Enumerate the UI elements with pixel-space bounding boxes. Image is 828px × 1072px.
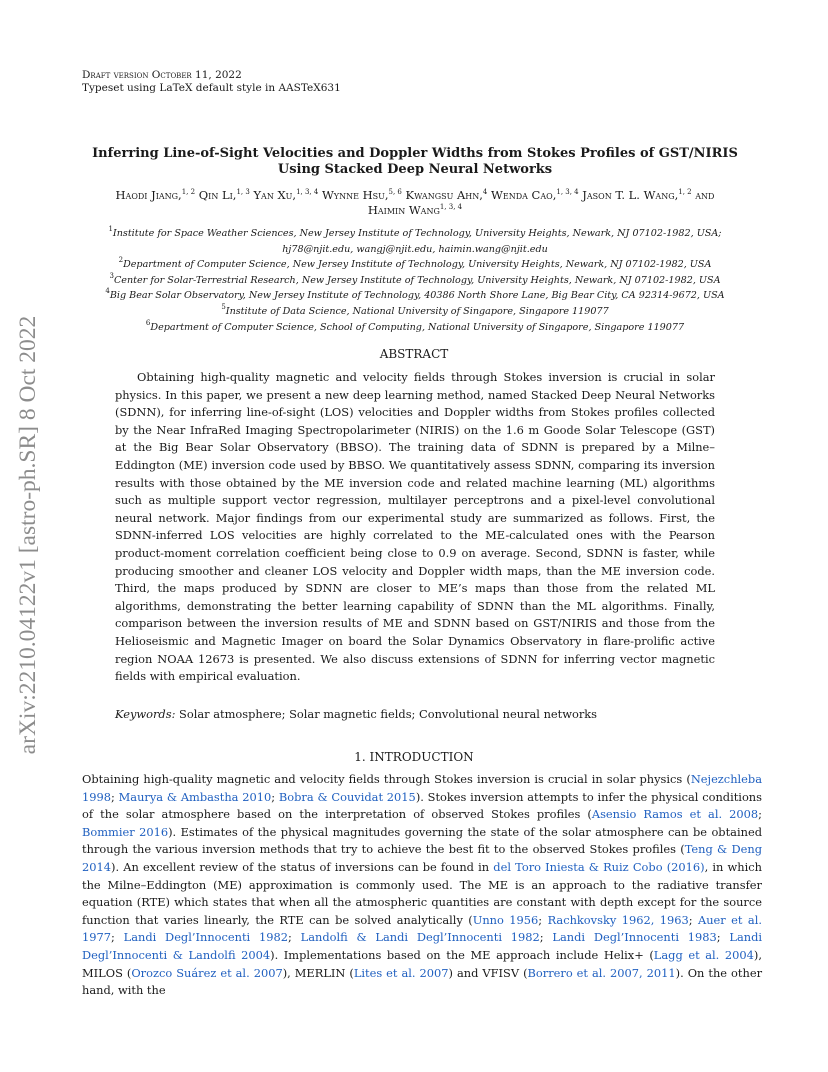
affiliation-number: 6	[145, 318, 151, 327]
affiliation-number: 1	[108, 225, 113, 233]
affiliation-text: Big Bear Solar Observatory, New Jersey Institute of Technology, 40386 North Shore Lane, Big Bear City, CA 92314-9672, USA	[109, 290, 725, 302]
citation-link[interactable]: Landi Degl’Innocenti 1983	[552, 930, 717, 945]
affiliation-text: Center for Solar-Terrestrial Research, New Jersey Institute of Technology, University Heights, Newark, NJ 07102-1982, USA	[113, 274, 721, 286]
citation-link[interactable]: Maurya & Ambastha 2010	[118, 789, 272, 804]
author-affil-sup: 1, 2	[181, 188, 196, 196]
intro-text: ;	[716, 930, 730, 945]
affiliation-number: 5	[221, 302, 226, 311]
affiliation-number: 4	[105, 287, 110, 296]
author-affil-sup: 5, 6	[388, 188, 402, 196]
intro-text: ;	[688, 912, 698, 927]
abstract-heading: ABSTRACT	[379, 347, 449, 361]
citation-link[interactable]: Landi Degl’Innocenti 1982	[123, 930, 288, 945]
affiliation-line	[60, 304, 770, 320]
citation-link[interactable]: del Toro Iniesta & Ruiz Cobo (2016)	[493, 859, 705, 874]
draft-header	[82, 69, 341, 95]
intro-text: ;	[111, 789, 119, 804]
arxiv-sidebar-stamp: arXiv:2210.04122v1 [astro-ph.SR] 8 Oct 2022	[15, 315, 41, 755]
intro-text: Obtaining high-quality magnetic and velocity fields through Stokes inversion is crucial in solar physics (	[82, 772, 691, 786]
typeset-line: Typeset using LaTeX default style in AASTeX631	[82, 82, 341, 94]
affiliation-number: 2	[118, 256, 124, 265]
author-affil-sup: 1, 3, 4	[439, 203, 463, 211]
author-affil-sup: 4	[482, 188, 488, 196]
citation-link[interactable]: Orozco Suárez et al. 2007	[131, 965, 283, 980]
intro-text: ;	[271, 789, 279, 804]
citation-link[interactable]: Borrero et al. 2007, 2011	[527, 965, 676, 980]
intro-text: ). Estimates of the physical magnitudes governing the state of the solar atmosphere can be obtained through the various inversion methods that try to achieve the best fit to the observed Stokes profiles (	[82, 824, 762, 857]
citation-link[interactable]: Bommier 2016	[82, 824, 169, 839]
intro-text: ). Implementations based on the ME approach include Helix+ (	[270, 947, 654, 962]
affiliation-text: Department of Computer Science, School of Computing, National University of Singapore, Singapore 119077	[150, 321, 685, 333]
keywords-text: Solar atmosphere; Solar magnetic fields; Convolutional neural networks	[179, 707, 598, 721]
affiliation-text: Institute of Data Science, National University of Singapore, Singapore 119077	[225, 305, 609, 317]
intro-text: ;	[111, 930, 124, 945]
citation-link[interactable]: Unno 1956	[472, 912, 539, 927]
citation-link[interactable]: Lites et al. 2007	[353, 965, 449, 980]
citation-link[interactable]: Landi Degl’Innocenti & Landolfi 2004	[82, 930, 763, 962]
author-name: Haimin Wang	[367, 203, 440, 217]
author-name: Haodi Jiang,	[115, 188, 182, 202]
author-name: Jason T. L. Wang,	[582, 188, 679, 202]
author-affil-sup: 1, 3, 4	[556, 188, 579, 196]
author-line	[70, 203, 760, 218]
author-name: Wynne Hsu,	[321, 188, 389, 202]
author-affil-sup: 1, 2	[678, 188, 692, 196]
keywords	[115, 706, 715, 723]
draft-version-line: Draft version October 11, 2022	[82, 69, 242, 81]
affiliation-line	[60, 242, 770, 258]
intro-text: ). An excellent review of the status of inversions can be found in	[111, 859, 494, 874]
affiliation-text: hj78@njit.edu, wangj@njit.edu, haimin.wang@njit.edu	[282, 243, 548, 255]
paper-title: Inferring Line-of-Sight Velocities and Doppler Widths from Stokes Profiles of GST/NIRIS Using Stacked Deep Neural Networks	[92, 146, 738, 177]
intro-text: ;	[538, 912, 548, 927]
author-list	[70, 188, 760, 218]
section-heading-introduction: 1. INTRODUCTION	[354, 750, 474, 764]
citation-link[interactable]: Auer et al. 1977	[82, 912, 762, 945]
abstract-body	[115, 369, 715, 686]
affiliation-line	[60, 273, 770, 289]
author-name: Qin Li,	[198, 188, 237, 202]
author-affil-sup: 1, 3	[236, 188, 250, 196]
affiliation-text: Department of Computer Science, New Jersey Institute of Technology, University Heights, Newark, NJ 07102-1982, USA	[123, 259, 712, 271]
affiliation-line	[60, 320, 770, 336]
intro-text: ;	[287, 930, 301, 945]
author-name: Kwangsu Ahn,	[405, 188, 483, 202]
citation-link[interactable]: Asensio Ramos et al. 2008	[591, 807, 759, 822]
intro-text: ). Stokes inversion attempts to infer the physical conditions of the solar atmosphere based on the interpretation of observed Stokes profiles (	[82, 789, 762, 822]
affiliation-line	[60, 226, 770, 242]
intro-text: ) and VFISV (	[448, 965, 528, 980]
affiliation-list	[60, 226, 770, 335]
author-name: Wenda Cao,	[491, 188, 557, 202]
abstract-text: Obtaining high-quality magnetic and velocity fields through Stokes inversion is crucial in solar physics. In this paper, we present a new deep learning method, named Stacked Deep Neural Networks (SDNN), for inferring line-of-sight (LOS) velocities and Doppler widths from Stokes profiles collected by the Near InfraRed Imaging Spectropolarimeter (NIRIS) on the 1.6 m Goode Solar Telescope (GST) at the Big Bear Solar Observatory (BBSO). The training data of SDNN is prepared by a Milne–Eddington (ME) inversion code used by BBSO. We quantitatively assess SDNN, comparing its inversion results with those obtained by the ME inversion code and related machine learning (ML) algorithms such as multiple support vector regression, multilayer perceptrons and a pixel-level convolutional neural network. Major findings from our experimental study are summarized as follows. First, the SDNN-inferred LOS velocities are highly correlated to the ME-calculated ones with the Pearson product-moment correlation coefficient being close to 0.9 on average. Second, SDNN is faster, while producing smoother and cleaner LOS velocity and Doppler width maps, than the ME inversion code. Third, the maps produced by SDNN are closer to ME’s maps than those from the related ML algorithms, demonstrating the better learning capability of SDNN than the ML algorithms. Finally, comparison between the inversion results of ME and SDNN based on GST/NIRIS and those from the Helioseismic and Magnetic Imager on board the Solar Dynamics Observatory in flare-prolific active region NOAA 12673 is presented. We also discuss extensions of SDNN for inferring vector magnetic fields with empirical evaluation.	[115, 370, 715, 684]
author-affil-sup: 1, 3, 4	[296, 188, 319, 196]
affiliation-text: Institute for Space Weather Sciences, New Jersey Institute of Technology, University Heights, Newark, NJ 07102-1982, USA;	[112, 228, 722, 239]
keywords-label: Keywords:	[115, 707, 176, 721]
author-line	[70, 188, 760, 203]
author-name: Yan Xu,	[253, 188, 297, 202]
citation-link[interactable]: Nejezchleba 1998	[82, 772, 762, 804]
intro-text: ), MILOS (	[82, 947, 762, 980]
affiliation-line	[60, 288, 770, 304]
citation-link[interactable]: Bobra & Couvidat 2015	[278, 789, 416, 804]
citation-link[interactable]: Landolfi & Landi Degl’Innocenti 1982	[300, 930, 540, 945]
author-and: and	[695, 188, 715, 202]
intro-text: ;	[758, 807, 762, 822]
citation-link[interactable]: Teng & Deng 2014	[82, 842, 762, 874]
intro-text: ;	[539, 930, 553, 945]
intro-text: ), MERLIN (	[282, 965, 354, 980]
introduction-body	[82, 771, 762, 1000]
citation-link[interactable]: Rachkovsky 1962, 1963	[547, 912, 689, 927]
intro-text: ). On the other hand, with the	[82, 965, 763, 998]
intro-text: , in which the Milne–Eddington (ME) approximation is commonly used. The ME is an approach to the radiative transfer equation (RTE) which states that when all the atmospheric quantities are constant with depth except for the source function that varies linearly, the RTE can be solved analytically (	[82, 859, 762, 927]
affiliation-line	[60, 257, 770, 273]
citation-link[interactable]: Lagg et al. 2004	[653, 947, 754, 962]
affiliation-number: 3	[109, 271, 114, 280]
